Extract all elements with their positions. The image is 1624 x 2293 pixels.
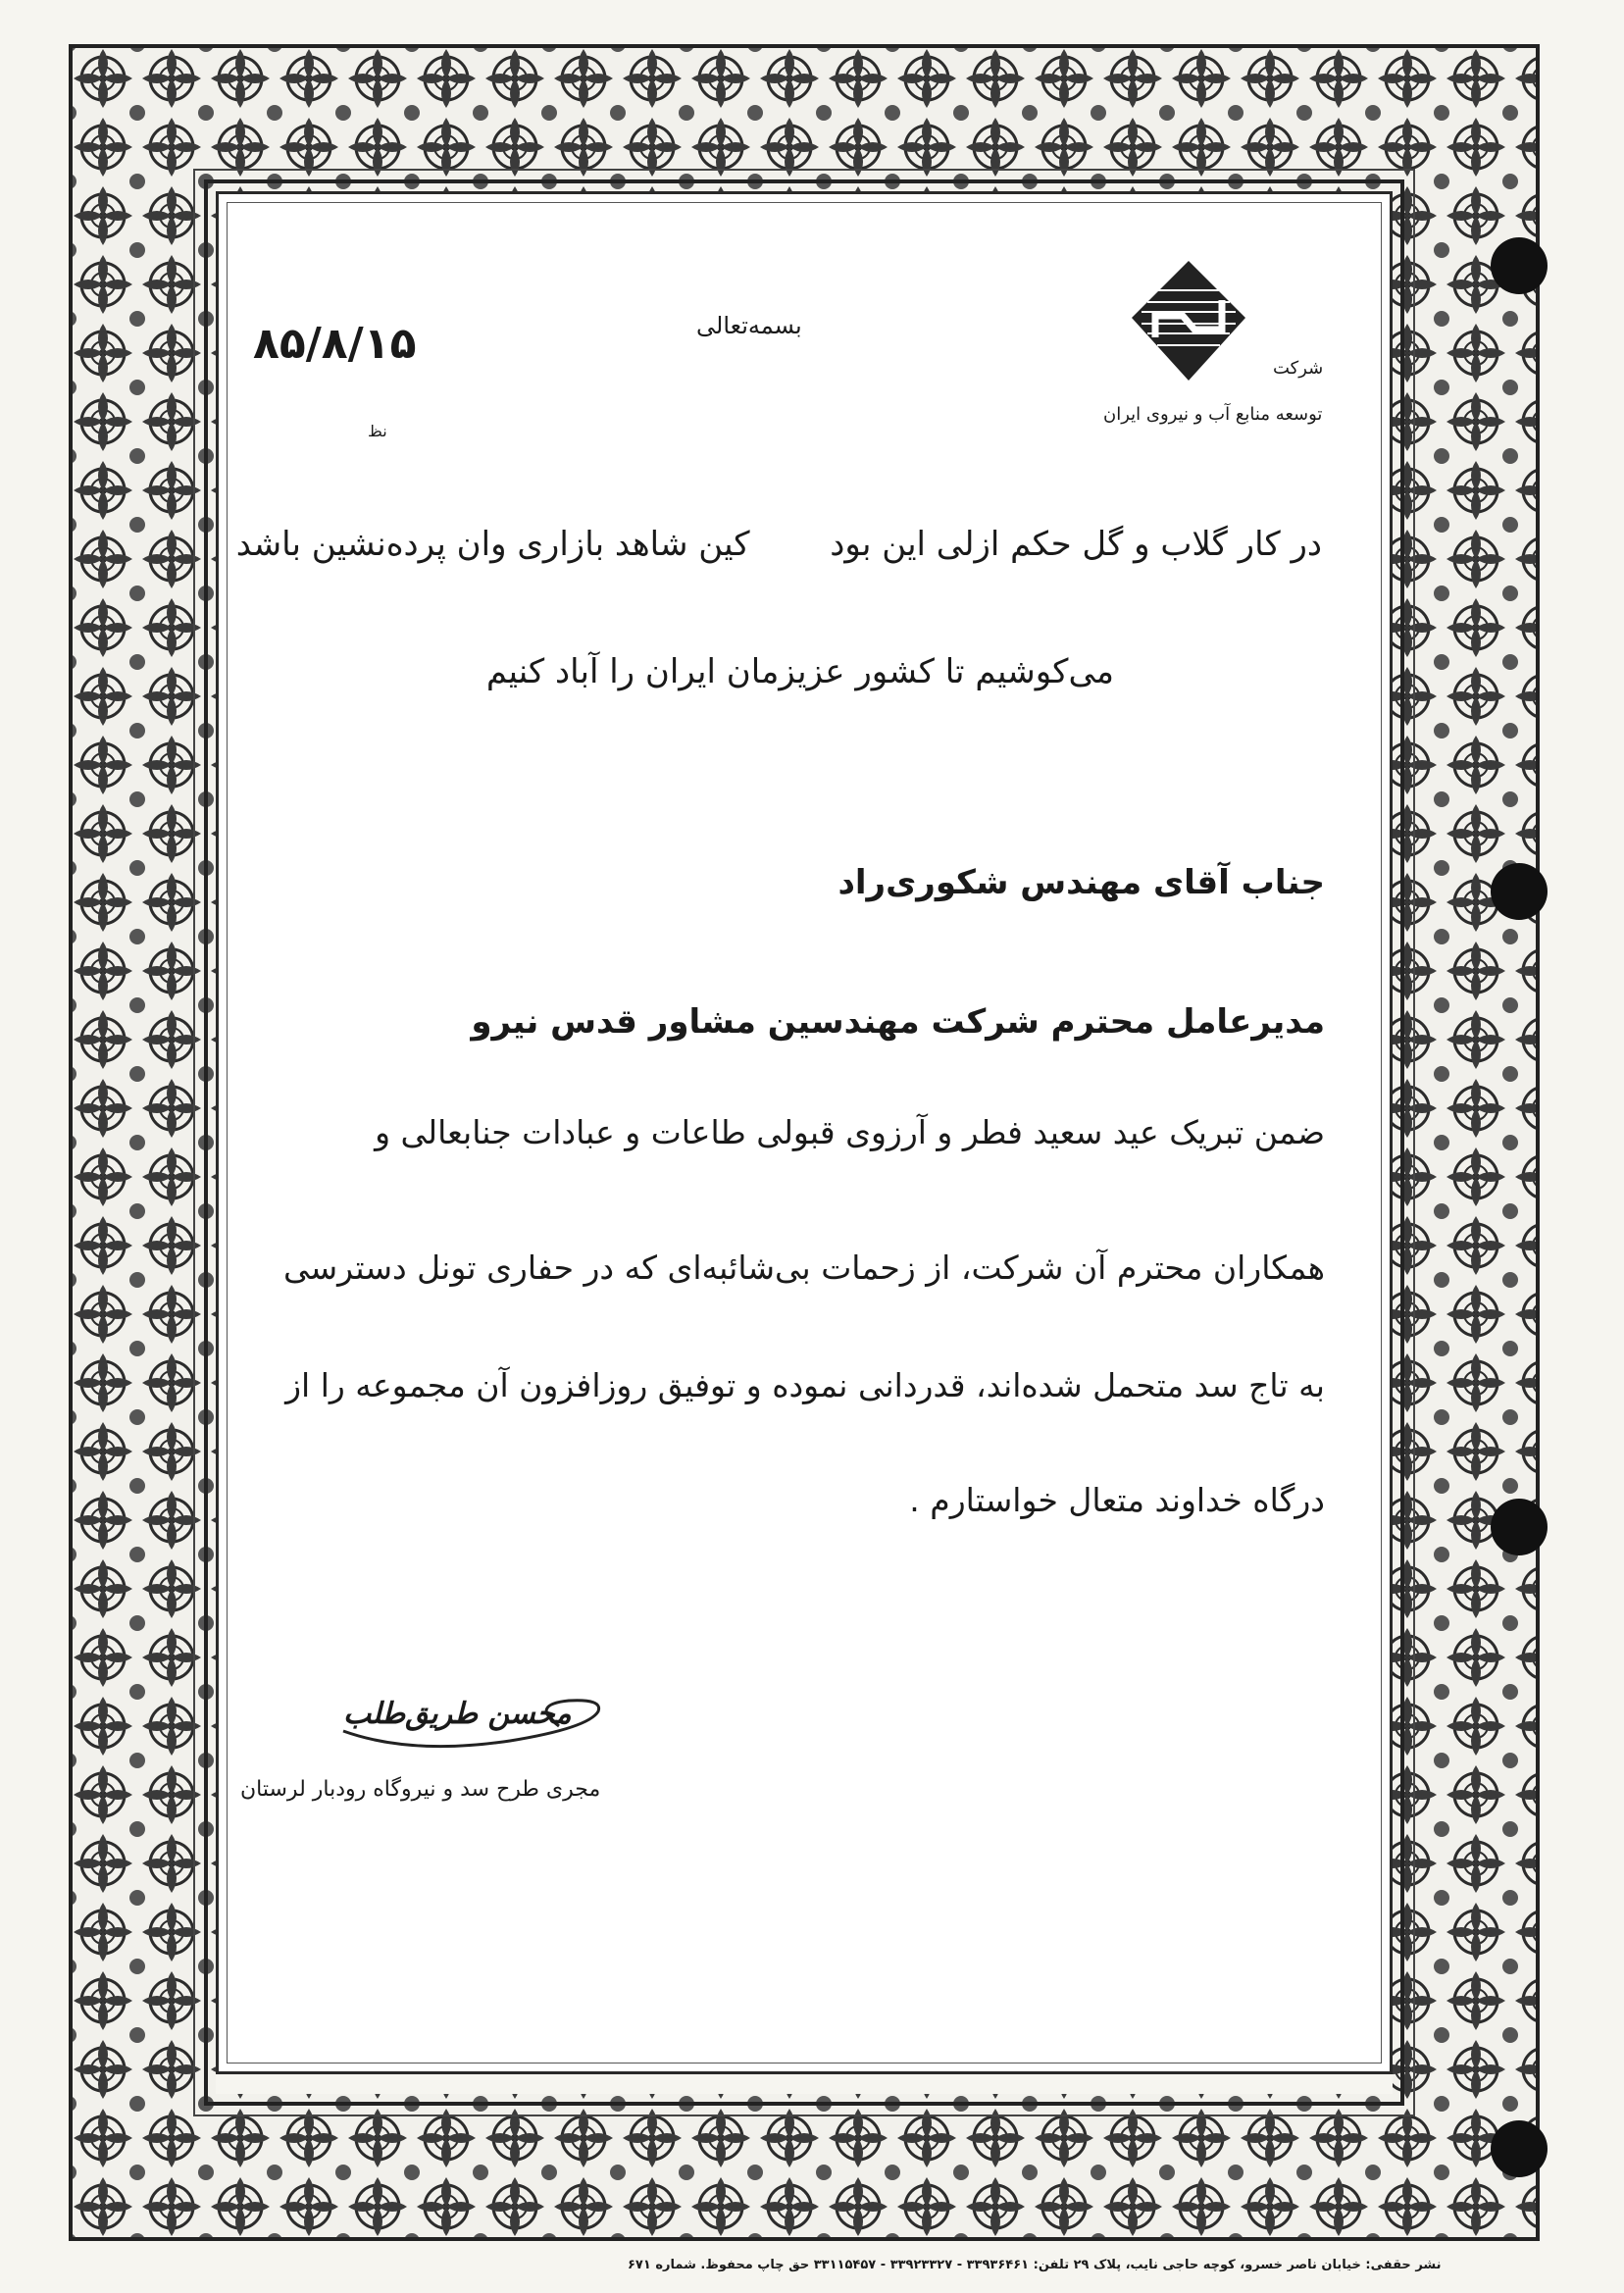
paragraph-line-3: به تاج سد متحمل شده‌اند، قدردانی نموده و توفیق روزافزون آن مجموعه را از — [285, 1366, 1325, 1404]
punch-hole-1 — [1491, 237, 1548, 294]
poem-hemistich-1: در کار گلاب و گل حکم ازلی این بود — [830, 525, 1322, 564]
signature-name: محسن طریق‌طلب — [343, 1697, 572, 1731]
printer-footer: نشر حقفی: خیابان ناصر خسرو، کوچه حاجی نایب، پلاک ۲۹ تلفن: ۳۳۹۳۶۴۶۱ - ۳۳۹۲۳۳۲۷ - ۳۳۱۱۵۴۵۷ حق چاپ محفوظ. شماره ۶۷۱ — [628, 2258, 1442, 2272]
poem-hemistich-2: کین شاهد بازاری وان پرده‌نشین باشد — [235, 525, 750, 564]
signer-title: مجری طرح سد و نیروگاه رودبار لرستان — [240, 1777, 601, 1802]
punch-hole-4 — [1491, 2120, 1548, 2177]
company-logo-icon — [1128, 257, 1249, 384]
margin-note: نظ — [368, 422, 387, 440]
punch-hole-3 — [1491, 1499, 1548, 1555]
company-label: شرکت — [1273, 358, 1324, 379]
company-name: توسعه منابع آب و نیروی ایران — [1103, 404, 1323, 425]
letter-date: ۸۵/۸/۱۵ — [253, 319, 417, 369]
basmala-heading: بسمه‌تعالی — [696, 312, 802, 339]
punch-hole-2 — [1491, 863, 1548, 920]
company-motto: می‌کوشیم تا کشور عزیزمان ایران را آباد کنیم — [485, 652, 1114, 691]
paragraph-line-4: درگاه خداوند متعال خواستارم . — [909, 1481, 1325, 1519]
recipient-title: مدیرعامل محترم شرکت مهندسین مشاور قدس نیرو — [471, 1002, 1325, 1042]
paragraph-line-1: ضمن تبریک عید سعید فطر و آرزوی قبولی طاعات و عبادات جنابعالی و — [375, 1113, 1325, 1151]
recipient-name: جناب آقای مهندس شکوری‌راد — [837, 863, 1325, 902]
poem-verse — [235, 525, 1322, 564]
paragraph-line-2: همکاران محترم آن شرکت، از زحمات بی‌شائبه‌ای که در حفاری تونل دسترسی — [283, 1248, 1325, 1287]
